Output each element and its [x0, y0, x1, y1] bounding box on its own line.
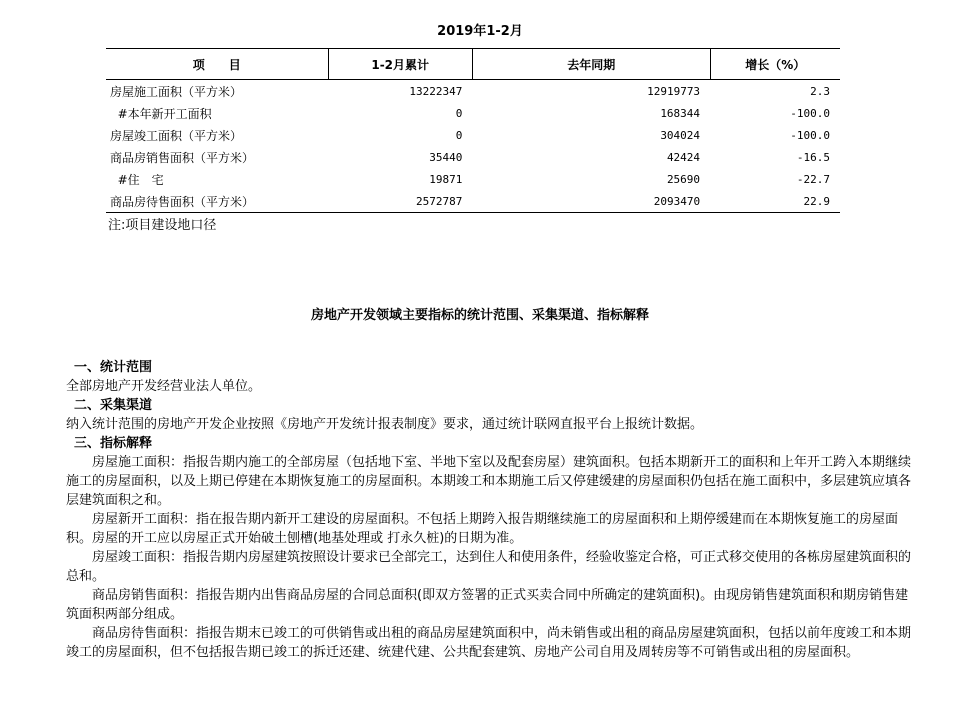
explanation-body [66, 358, 916, 662]
row-item: 商品房销售面积（平方米） [110, 150, 255, 165]
header-item: 项 目 [106, 49, 328, 80]
header-growth: 增长（%） [710, 49, 840, 80]
definition-sales-area: 商品房销售面积：指报告期内出售商品房屋的合同总面积(即双方签署的正式买卖合同中所确定的建筑面积)。由现房销售建筑面积和期房销售建筑面积两部分组成。 [66, 588, 909, 622]
header-last-year: 去年同期 [472, 49, 710, 80]
table-row [106, 80, 840, 103]
row-last-year: 2093470 [472, 190, 710, 213]
table-row [106, 146, 840, 168]
row-growth: 2.3 [810, 84, 830, 98]
row-last-year: 25690 [666, 172, 701, 186]
row-cumulative: 0 [455, 106, 463, 120]
row-cumulative: 2572787 [328, 190, 472, 213]
table-row [106, 102, 840, 124]
definition-new-start-area: 房屋新开工面积：指在报告期内新开工建设的房屋面积。不包括上期跨入报告期继续施工的房屋面积和上期停缓建而在本期恢复施工的房屋面积。房屋的开工应以房屋正式开始破土刨槽(地基处理或 打永久桩)的日期为准。 [66, 512, 899, 546]
row-last-year: 12919773 [647, 84, 701, 98]
row-cumulative: 13222347 [409, 84, 463, 98]
header-cumulative: 1-2月累计 [328, 49, 472, 80]
scope-heading: 一、统计范围 [74, 360, 153, 375]
row-last-year: 304024 [660, 128, 701, 142]
row-item: 商品房待售面积（平方米） [106, 190, 328, 213]
table-header-row [106, 49, 840, 80]
report-title: 2019年1-2月 [437, 24, 523, 39]
row-item: 房屋竣工面积（平方米） [110, 128, 243, 143]
row-cumulative: 35440 [429, 150, 463, 164]
definitions-heading: 三、指标解释 [74, 436, 153, 451]
section-title: 房地产开发领域主要指标的统计范围、采集渠道、指标解释 [310, 308, 649, 323]
definition-construction-area: 房屋施工面积：指报告期内施工的全部房屋（包括地下室、半地下室以及配套房屋）建筑面积。包括本期新开工的面积和上年开工跨入本期继续施工的房屋面积，以及上期已停建在本期恢复施工的房屋面积。本期竣工和本期施工后又停建缓建的房屋面积仍包括在施工面积中，多层建筑应填各层建筑面积之和。 [66, 455, 912, 508]
row-item: #本年新开工面积 [110, 106, 212, 121]
row-cumulative: 0 [455, 128, 463, 142]
row-growth: 22.9 [710, 190, 840, 213]
row-item: 房屋施工面积（平方米） [110, 84, 243, 99]
statistics-table [106, 48, 840, 213]
row-cumulative: 19871 [429, 172, 463, 186]
row-last-year: 42424 [666, 150, 701, 164]
table-row [106, 124, 840, 146]
table-row [106, 190, 840, 213]
channel-text: 纳入统计范围的房地产开发企业按照《房地产开发统计报表制度》要求，通过统计联网直报平台上报统计数据。 [66, 417, 704, 432]
row-growth: -100.0 [790, 128, 830, 142]
channel-heading: 二、采集渠道 [74, 398, 153, 413]
row-growth: -16.5 [796, 150, 830, 164]
row-last-year: 168344 [660, 106, 701, 120]
definition-unsold-area: 商品房待售面积：指报告期末已竣工的可供销售或出租的商品房屋建筑面积中，尚未销售或出租的商品房屋建筑面积，包括以前年度竣工和本期竣工的房屋面积，但不包括报告期已竣工的拆迁还建、统建代建、公共配套建筑、房地产公司自用及周转房等不可销售或出租的房屋面积。 [66, 626, 912, 660]
row-growth: -22.7 [796, 172, 830, 186]
row-growth: -100.0 [790, 106, 830, 120]
scope-text: 全部房地产开发经营业法人单位。 [66, 379, 262, 394]
table-note: 注:项目建设地口径 [108, 218, 217, 233]
table-row [106, 168, 840, 190]
row-item: #住 宅 [110, 172, 164, 187]
definition-completed-area: 房屋竣工面积：指报告期内房屋建筑按照设计要求已全部完工，达到住人和使用条件，经验收鉴定合格，可正式移交使用的各栋房屋建筑面积的总和。 [66, 550, 912, 584]
